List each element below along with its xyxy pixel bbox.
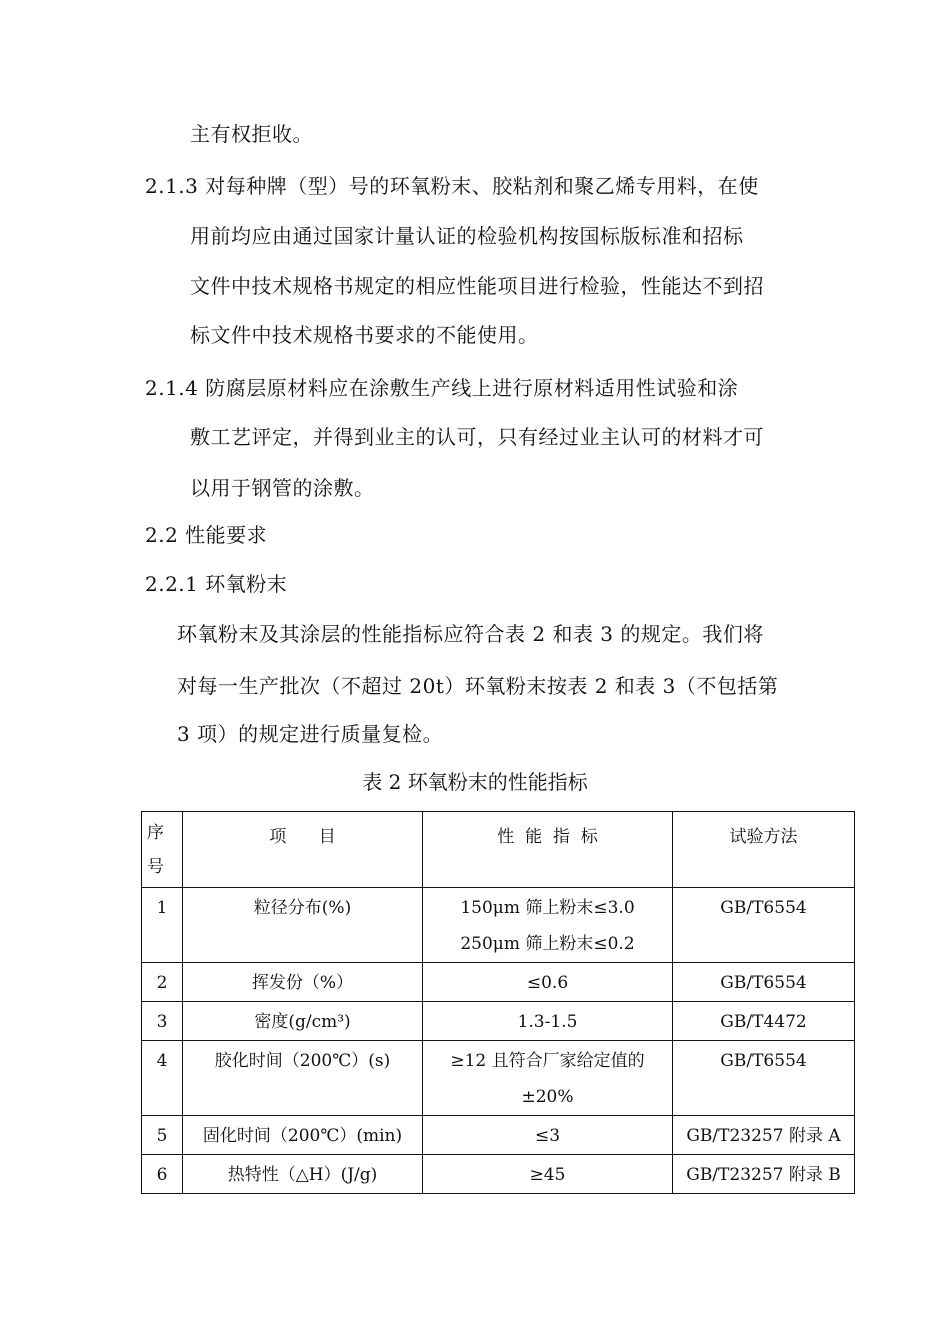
section-heading: 2.2 性能要求 xyxy=(145,523,268,547)
row-item: 胶化时间（200℃）(s) xyxy=(183,1041,423,1116)
row-performance: ≤3 xyxy=(423,1116,673,1155)
row-number: 4 xyxy=(142,1041,183,1116)
paragraph-line: 3 项）的规定进行质量复检。 xyxy=(177,722,444,746)
paragraph-line: 以用于钢管的涂敷。 xyxy=(190,476,375,500)
performance-line: ±20% xyxy=(521,1087,574,1107)
performance-line: 250μm 筛上粉末≤0.2 xyxy=(460,934,635,954)
paragraph-line: 敷工艺评定，并得到业主的认可，只有经过业主认可的材料才可 xyxy=(190,425,764,449)
performance-line: 150μm 筛上粉末≤3.0 xyxy=(460,898,635,918)
paragraph-line: 主有权拒收。 xyxy=(190,122,313,146)
row-performance xyxy=(423,888,673,963)
table-row xyxy=(142,963,855,1002)
paragraph-line: 2.1.3 对每种牌（型）号的环氧粉末、胶粘剂和聚乙烯专用料，在使 xyxy=(145,174,759,198)
row-method: GB/T6554 xyxy=(673,963,855,1002)
paragraph-line: 标文件中技术规格书要求的不能使用。 xyxy=(190,323,539,347)
row-number: 3 xyxy=(142,1002,183,1041)
row-method: GB/T6554 xyxy=(673,888,855,963)
row-method: GB/T6554 xyxy=(673,1041,855,1116)
row-item: 挥发份（%） xyxy=(183,963,423,1002)
table-caption: 表 2 环氧粉末的性能指标 xyxy=(362,770,588,794)
row-number: 2 xyxy=(142,963,183,1002)
performance-table xyxy=(141,811,855,1194)
row-performance xyxy=(423,1041,673,1116)
paragraph-line: 环氧粉末及其涂层的性能指标应符合表 2 和表 3 的规定。我们将 xyxy=(177,622,764,646)
row-performance: 1.3-1.5 xyxy=(423,1002,673,1041)
performance-line: ≥12 且符合厂家给定值的 xyxy=(450,1051,645,1071)
row-item: 热特性（△H）(J/g) xyxy=(183,1155,423,1194)
header-number-line2: 号 xyxy=(147,857,164,877)
table-row xyxy=(142,1002,855,1041)
paragraph-line: 文件中技术规格书规定的相应性能项目进行检验，性能达不到招 xyxy=(190,274,764,298)
row-item: 粒径分布(%) xyxy=(183,888,423,963)
row-item: 固化时间（200℃）(min) xyxy=(183,1116,423,1155)
row-method: GB/T23257 附录 B xyxy=(673,1155,855,1194)
header-number xyxy=(142,812,183,888)
row-method: GB/T4472 xyxy=(673,1002,855,1041)
table-row xyxy=(142,1155,855,1194)
table-row xyxy=(142,888,855,963)
row-performance: ≥45 xyxy=(423,1155,673,1194)
paragraph-line: 对每一生产批次（不超过 20t）环氧粉末按表 2 和表 3（不包括第 xyxy=(177,674,779,698)
header-test-method: 试验方法 xyxy=(673,812,855,888)
subsection-heading: 2.2.1 环氧粉末 xyxy=(145,572,288,596)
paragraph-line: 2.1.4 防腐层原材料应在涂敷生产线上进行原材料适用性试验和涂 xyxy=(145,376,739,400)
paragraph-line: 用前均应由通过国家计量认证的检验机构按国标版标准和招标 xyxy=(190,224,744,248)
table-row xyxy=(142,1116,855,1155)
row-item: 密度(g/cm³) xyxy=(183,1002,423,1041)
row-performance: ≤0.6 xyxy=(423,963,673,1002)
header-performance: 性 能 指 标 xyxy=(423,812,673,888)
table-header-row xyxy=(142,812,855,888)
table-row xyxy=(142,1041,855,1116)
row-number: 6 xyxy=(142,1155,183,1194)
header-item: 项 目 xyxy=(183,812,423,888)
row-method: GB/T23257 附录 A xyxy=(673,1116,855,1155)
row-number: 5 xyxy=(142,1116,183,1155)
row-number: 1 xyxy=(142,888,183,963)
header-number-line1: 序 xyxy=(147,823,164,843)
